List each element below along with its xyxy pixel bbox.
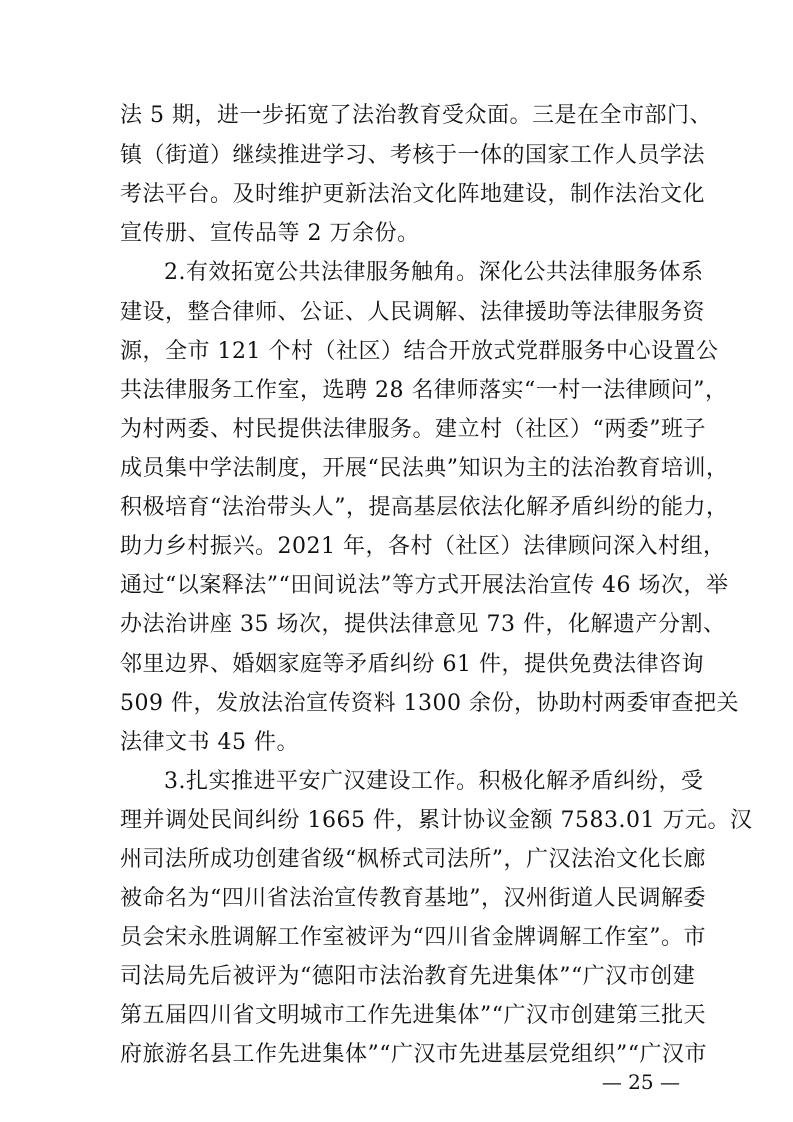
text-line: 助力乡村振兴。2021 年，各村（社区）法律顾问深入村组， <box>120 534 726 559</box>
text-line: 办法治讲座 35 场次，提供法律意见 73 件，化解遗产分割、 <box>120 612 726 637</box>
text-line: 509 件，发放法治宣传资料 1300 余份，协助村两委审查把关 <box>120 691 739 716</box>
text-line: 府旅游名县工作先进集体”“广汉市先进基层党组织”“广汉市 <box>120 1042 707 1067</box>
text-line: 理并调处民间纠纷 1665 件，累计协议金额 7583.01 万元。汉 <box>120 808 753 833</box>
text-line: 建设，整合律师、公证、人民调解、法律援助等法律服务资 <box>120 300 706 325</box>
text-line: 被命名为“四川省法治宣传教育基地”，汉州街道人民调解委 <box>120 886 706 911</box>
text-line: 法 5 期，进一步拓宽了法治教育受众面。三是在全市部门、 <box>120 103 712 128</box>
text-line: 邻里边界、婚姻家庭等矛盾纠纷 61 件，提供免费法律咨询 <box>120 652 704 677</box>
text-line: 通过“以案释法”“田间说法”等方式开展法治宣传 46 场次，举 <box>120 573 729 598</box>
text-line: 第五届四川省文明城市工作先进集体”“广汉市创建第三批天 <box>120 1003 706 1028</box>
text-line: 源，全市 121 个村（社区）结合开放式党群服务中心设置公 <box>120 339 719 364</box>
text-line: 共法律服务工作室，选聘 28 名律师落实“一村一法律顾问”， <box>120 378 728 403</box>
text-line: 司法局先后被评为“德阳市法治教育先进集体”“广汉市创建 <box>120 964 696 989</box>
text-line: 州司法所成功创建省级“枫桥式司法所”，广汉法治文化长廊 <box>120 847 706 872</box>
text-line: 员会宋永胜调解工作室被评为“四川省金牌调解工作室”。市 <box>120 925 706 950</box>
text-line: 考法平台。及时维护更新法治文化阵地建设，制作法治文化 <box>120 182 706 207</box>
text-line: 成员集中学法制度，开展“民法典”知识为主的法治教育培训， <box>120 456 729 481</box>
text-line: 积极培育“法治带头人”，提高基层依法化解矛盾纠纷的能力， <box>120 495 729 520</box>
text-line: 法律文书 45 件。 <box>120 730 299 755</box>
text-line: 为村两委、村民提供法律服务。建立村（社区）“两委”班子 <box>120 417 706 442</box>
text-line: 宣传册、宣传品等 2 万余份。 <box>120 221 420 246</box>
text-line: 3.扎实推进平安广汉建设工作。积极化解矛盾纠纷，受 <box>164 769 704 794</box>
page-number: — 25 — <box>601 1070 680 1094</box>
text-line: 镇（街道）继续推进学习、考核于一体的国家工作人员学法 <box>120 143 706 168</box>
text-line: 2.有效拓宽公共法律服务触角。深化公共法律服务体系 <box>164 260 704 285</box>
